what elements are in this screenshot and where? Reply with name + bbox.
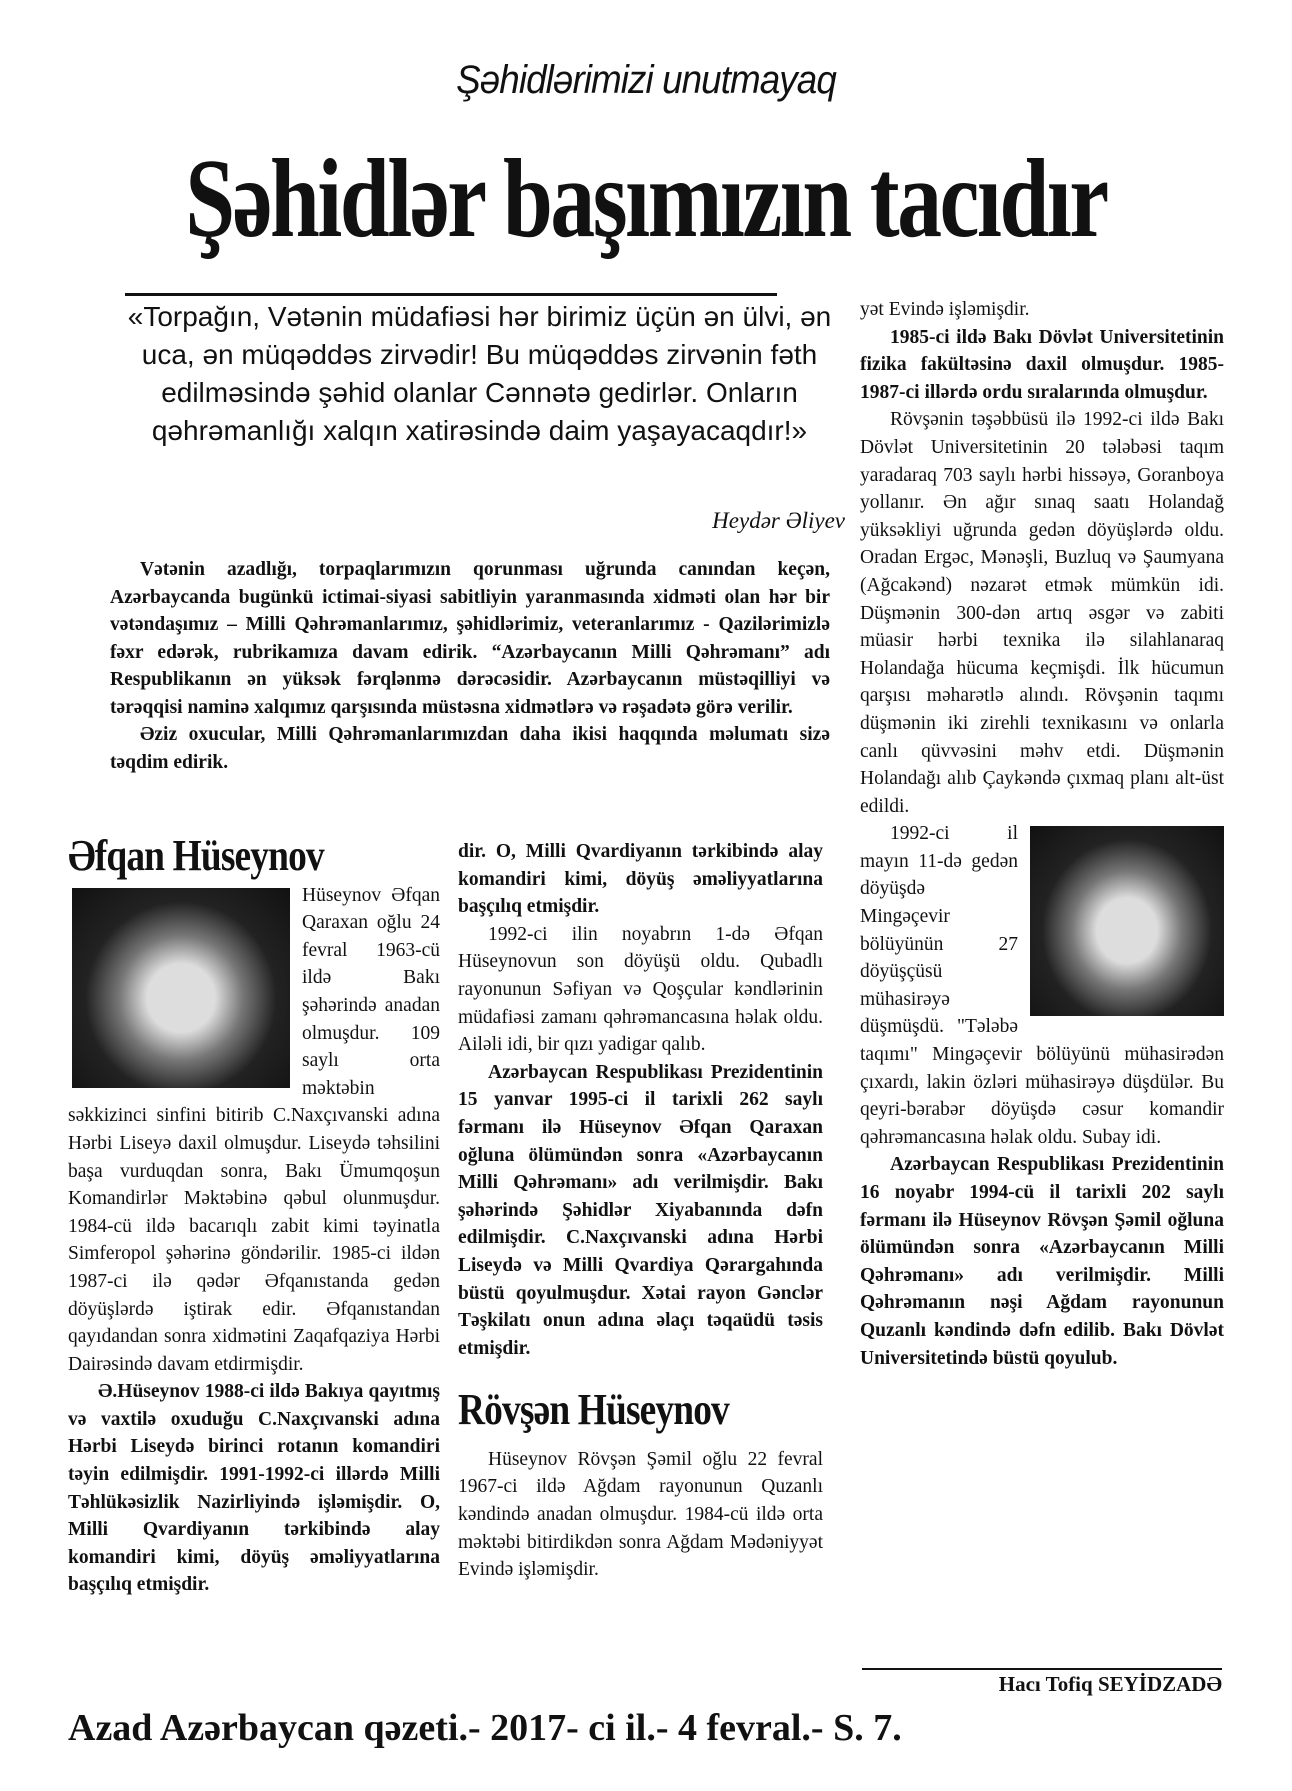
- hero1-paragraph: Ə.Hüseynov 1988-ci ildə Bakıya qayıtmış və vaxtilə oxuduğu C.Naxçıvanski adına Hərbi Liseydə birinci rotanın komandiri təyin edilmişdir. 1991-1992-ci illərdə Milli Təhlükəsizlik Nazirliyində işləmişdir. O, Milli Qvardiyanın tərkibində alay komandiri kimi, döyüş əməliyyatlarına başçılıq etmişdir.: [68, 1381, 440, 1596]
- signature-rule: [862, 1668, 1222, 1670]
- article-column-1: [68, 831, 440, 1596]
- hero1-paragraph: Hüseynov Əfqan Qaraxan oğlu 24 fevral 1963-cü ildə Bakı şəhərində anadan olmuşdur. 109 saylı orta məktəbin səkkizinci sinfini bitirib C.Naxçıvanski adına Hərbi Liseyə daxil olmuşdur. Liseydə təhsilini başa vurduqdan sonra, Bakı Ümumqoşun Komandirlər Məktəbinə qəbul olunmuşdur. 1984-cü ildə bacarıqlı zabit kimi təyinatla Simferopol şəhərinə göndərilir. 1985-ci ildən 1987-ci ilə qədər Əfqanıstanda gedən döyüşlərdə iştirak edir. Əfqanıstandan qayıdandan sonra xidmətini Zaqafqaziya Hərbi Dairəsində davam etdirmişdir.: [68, 884, 440, 1375]
- hero2-paragraph-continued: yət Evində işləmişdir.: [860, 299, 1030, 320]
- hero2-portrait-photo: [1030, 826, 1224, 1016]
- headline: Şəhidlər başımızın tacıdır: [185, 137, 1107, 261]
- hero1-portrait-photo: [72, 888, 290, 1088]
- hero2-paragraph: Azərbaycan Respublikası Prezidentinin 16 noyabr 1994-cü il tarixli 202 saylı fərmanı ilə Hüseynov Rövşən Şəmil oğluna ölümündən sonra «Azərbaycanın Milli Qəhrəmanı» adı verilmişdir. Milli Qəhrəmanın nəşi Ağdam rayonunun Quzanlı kəndində dəfn edilib. Bakı Dövlət Universitetində büstü qoyulub.: [860, 1154, 1224, 1369]
- epigraph-quote: «Torpağın, Vətənin müdafiəsi hər birimiz üçün ən ülvi, ən uca, ən müqəddəs zirvədir! Bu müqəddəs zirvənin fəth edilməsində şəhid olanlar Cənnətə gedirlər. Onların qəhrəmanlığı xalqın xatirəsində daim yaşayacaqdır!»: [127, 301, 832, 446]
- rubric-kicker: Şəhidlərimizi unutmayaq: [456, 58, 836, 102]
- headline-rule: [125, 293, 777, 296]
- hero2-paragraph: 1992-ci il mayın 11-də gedən döyüşdə Mingəçevir bölüyünün 27 döyüşçüsü mühasirəyə düşmüşdü. "Tələbə taqımı" Mingəçevir bölüyünü mühasirədən çıxardı, lakin özləri mühasirəyə düşdülər. Bu qeyri-bərabər döyüşdə cəsur komandir qəhrəmancasına həlak oldu. Subay idi.: [860, 823, 1224, 1148]
- hero2-paragraph: Rövşənin təşəbbüsü ilə 1992-ci ildə Bakı Dövlət Universitetinin 20 tələbəsi taqım yaradaraq 703 saylı hərbi hissəyə, Goranboya yollanır. Ən ağır sınaq saatı Holandağ yüksəkliyi uğrunda gedən döyüşlərdə oldu. Oradan Ergəc, Mənəşli, Buzluq və Şaumyana (Ağcakənd) nəzarət etmək mümkün idi. Düşmənin 300-dən artıq əsgər və zabiti müasir hərbi texnika ilə silahlanaraq Holandağa hücuma keçmişdi. İlk hücumun qarşısı məharətlə alındı. Rövşənin taqımı düşmənin iki zirehli texnikasını və onlarla canlı qüvvəsini məhv etdi. Düşmənin Holandağı alıb Çaykəndə çıxmaq planı alt-üst edildi.: [860, 409, 1224, 817]
- quote-author: Heydər Əliyev: [712, 508, 845, 533]
- article-column-3: [860, 296, 1224, 1372]
- hero1-name-heading: Əfqan Hüseynov: [68, 831, 324, 880]
- intro-paragraphs: [110, 556, 830, 776]
- intro-paragraph: Vətənin azadlığı, torpaqlarımızın qorunması uğrunda canından keçən, Azərbaycanda bugünkü ictimai-siyasi sabitliyin yaranmasında xidməti olan hər bir vətəndaşımız – Milli Qəhrəmanlarımız, şəhidlərimiz, veteranlarımız - Qazilərimizlə fəxr edərək, rubrikamıza davam edirik. “Azərbaycanın Milli Qəhrəmanı” adı Respublikanın ən yüksək fərqlənmə dərəcəsidir. Azərbaycanın müstəqilliyi və tərəqqisi naminə xalqımız qarşısında müstəsna xidmətlərə və rəşadətə görə verilir.: [110, 559, 830, 718]
- author-signature: Hacı Tofiq SEYİDZADƏ: [998, 1672, 1222, 1696]
- article-column-2: [458, 838, 823, 1584]
- hero2-paragraph: 1985-ci ildə Bakı Dövlət Universitetinin fizika fakültəsinə daxil olmuşdur. 1985-1987-ci illərdə ordu sıralarında olmuşdur.: [860, 326, 1224, 403]
- hero1-paragraph-continued: dir. O, Milli Qvardiyanın tərkibində alay komandiri kimi, döyüş əməliyyatlarına başçılıq etmişdir.: [458, 841, 823, 918]
- source-citation: Azad Azərbaycan qəzeti.- 2017- ci il.- 4 fevral.- S. 7.: [68, 1707, 902, 1749]
- hero1-paragraph: Azərbaycan Respublikası Prezidentinin 15 yanvar 1995-ci il tarixli 262 saylı fərmanı ilə Hüseynov Əfqan Qaraxan oğluna ölümündən sonra «Azərbaycanın Milli Qəhrəmanı» adı verilmişdir. Bakı şəhərində Şəhidlər Xiyabanında dəfn edilmişdir. C.Naxçıvanski adına Hərbi Liseydə və Milli Qvardiya Qərargahında büstü qoyulmuşdur. Xətai rayon Gənclər Təşkilatı onun adına əlaçı təqaüdü təsis etmişdir.: [458, 1061, 823, 1359]
- intro-paragraph: Əziz oxucular, Milli Qəhrəmanlarımızdan daha ikisi haqqında məlumatı sizə təqdim edirik.: [110, 724, 830, 773]
- hero2-paragraph: Hüseynov Rövşən Şəmil oğlu 22 fevral 1967-ci ildə Ağdam rayonunun Quzanlı kəndində anadan olmuşdur. 1984-cü ildə orta məktəbi bitirdikdən sonra Ağdam Mədəniyyət Evində işləmişdir.: [458, 1448, 823, 1581]
- hero1-paragraph: 1992-ci ilin noyabrın 1-də Əfqan Hüseynovun son döyüşü oldu. Qubadlı rayonunun Səfiyan və Qoşçular kəndlərinin müdafiəsi zamanı qəhrəmancasına həlak oldu. Ailəli idi, bir qızı yadigar qalıb.: [458, 923, 823, 1056]
- hero2-name-heading: Rövşən Hüseynov: [458, 1385, 729, 1435]
